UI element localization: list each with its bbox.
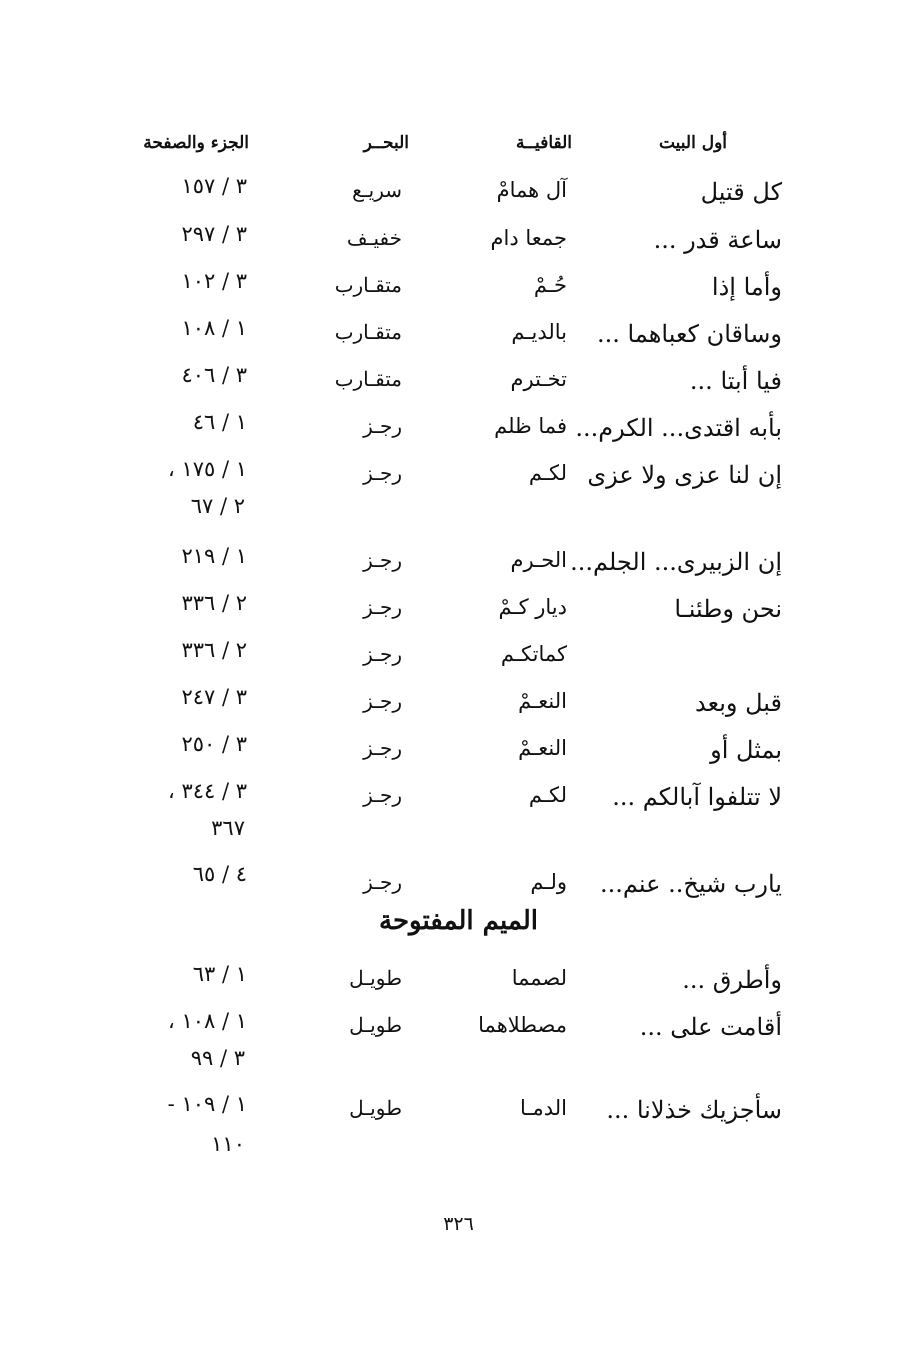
rhyme-cell: النعـمْ <box>518 736 567 760</box>
rhyme-cell: ولـم <box>530 870 567 894</box>
meter-cell: متقـارب <box>334 367 402 391</box>
volume-page-cell: ١ / ١٧٥ ، <box>167 457 247 481</box>
meter-cell: سريـع <box>352 178 402 202</box>
first-line-cell: لا تتلفوا آبالكم ... <box>612 783 782 811</box>
first-line-cell: إن لنا عزى ولا عزى <box>587 461 782 489</box>
first-line-cell: ساعة قدر ... <box>653 226 782 254</box>
volume-page-cell: ٤ / ٦٥ <box>192 862 247 886</box>
volume-page-cell: ٢ / ٣٣٦ <box>181 638 247 662</box>
meter-cell: طويـل <box>349 966 402 990</box>
rhyme-cell: فما ظلم <box>494 414 567 438</box>
first-line-cell: سأجزيك خذلانا ... <box>606 1096 782 1124</box>
first-line-cell: قبل وبعد <box>695 689 782 717</box>
meter-cell: رجـز <box>363 689 402 713</box>
first-line-cell: وأما إذا <box>711 273 782 301</box>
rhyme-cell: لكـم <box>528 783 567 807</box>
volume-page-cell-continued: ٣٦٧ <box>211 816 245 840</box>
first-line-cell: إن الزبيرى... الجلم... <box>570 548 782 576</box>
meter-cell: رجـز <box>363 783 402 807</box>
first-line-cell: نحن وطئنـا <box>674 595 782 623</box>
page-number: ٣٢٦ <box>443 1213 474 1235</box>
first-line-cell: كل قتيل <box>700 178 782 206</box>
rhyme-cell: تخـترم <box>510 367 567 391</box>
meter-cell: متقـارب <box>334 320 402 344</box>
meter-cell: رجـز <box>363 595 402 619</box>
meter-cell: خفيـف <box>346 226 402 250</box>
rhyme-cell: النعـمْ <box>518 689 567 713</box>
first-line-cell: بمثل أو <box>710 736 782 764</box>
section-title: الميم المفتوحة <box>379 906 538 936</box>
volume-page-cell: ٣ / ٢٥٠ <box>181 732 247 756</box>
volume-page-cell: ١ / ١٠٩ - <box>167 1092 247 1116</box>
rhyme-cell: مصطلاهما <box>478 1013 567 1037</box>
rhyme-cell: الدمـا <box>519 1096 567 1120</box>
rhyme-cell: لكـم <box>528 461 567 485</box>
header-first-line: أول البيت <box>658 133 727 153</box>
rhyme-cell: حُـمْ <box>533 273 567 297</box>
volume-page-cell: ١ / ٤٦ <box>192 410 247 434</box>
volume-page-cell: ٢ / ٣٣٦ <box>181 591 247 615</box>
meter-cell: رجـز <box>363 414 402 438</box>
meter-cell: رجـز <box>363 461 402 485</box>
rhyme-cell: الحـرم <box>510 548 567 572</box>
rhyme-cell: جمعا دام <box>490 226 567 250</box>
volume-page-cell: ٣ / ٢٩٧ <box>181 222 247 246</box>
rhyme-cell: ديار كـمْ <box>498 595 567 619</box>
volume-page-cell: ٣ / ١٥٧ <box>181 174 247 198</box>
first-line-cell: بأبه اقتدى... الكرم... <box>575 414 782 442</box>
volume-page-cell-continued: ٢ / ٦٧ <box>190 494 245 518</box>
first-line-cell: يارب شيخ.. عنم... <box>600 870 782 898</box>
volume-page-cell: ٣ / ٤٠٦ <box>181 363 247 387</box>
volume-page-cell: ١ / ١٠٨ <box>181 316 247 340</box>
rhyme-cell: لصمما <box>511 966 567 990</box>
meter-cell: رجـز <box>363 870 402 894</box>
meter-cell: طويـل <box>349 1013 402 1037</box>
meter-cell: رجـز <box>363 736 402 760</box>
header-rhyme: القافيــة <box>515 133 572 153</box>
meter-cell: رجـز <box>363 642 402 666</box>
first-line-cell: وأطرق ... <box>682 966 782 994</box>
volume-page-cell: ١ / ٢١٩ <box>181 544 247 568</box>
volume-page-cell: ١ / ١٠٨ ، <box>167 1009 247 1033</box>
volume-page-cell: ٣ / ٣٤٤ ، <box>167 779 247 803</box>
header-meter: البحــر <box>363 133 409 153</box>
header-volume-page: الجزء والصفحة <box>143 133 249 153</box>
rhyme-cell: آل همامْ <box>496 178 567 202</box>
meter-cell: رجـز <box>363 548 402 572</box>
first-line-cell: فيا أبتا ... <box>689 367 782 395</box>
rhyme-cell: بالديـم <box>511 320 567 344</box>
volume-page-cell-continued: ١١٠ <box>211 1132 245 1156</box>
volume-page-cell: ١ / ٦٣ <box>192 962 247 986</box>
volume-page-cell: ٣ / ٢٤٧ <box>181 685 247 709</box>
meter-cell: متقـارب <box>334 273 402 297</box>
first-line-cell: وساقان كعباهما ... <box>597 320 782 348</box>
first-line-cell: أقامت على ... <box>639 1013 782 1041</box>
volume-page-cell-continued: ٣ / ٩٩ <box>190 1046 245 1070</box>
volume-page-cell: ٣ / ١٠٢ <box>181 269 247 293</box>
rhyme-cell: كماتكـم <box>500 642 567 666</box>
meter-cell: طويـل <box>349 1096 402 1120</box>
